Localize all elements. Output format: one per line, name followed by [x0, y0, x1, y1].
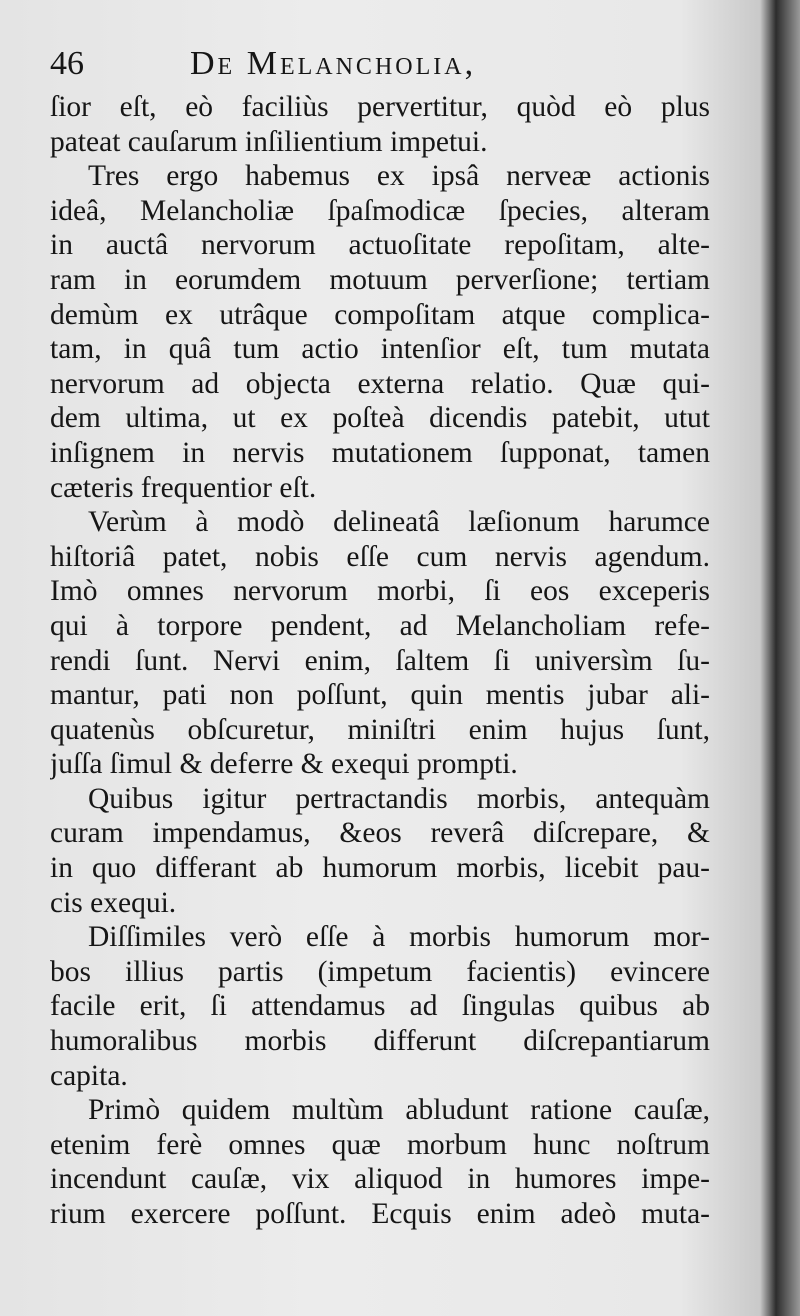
text-line: curam impendamus, &eos reverâ diſcrepare, &	[50, 817, 710, 850]
running-header	[50, 38, 710, 90]
text-line: juſſa ſimul & deferre & exequi prompti.	[50, 748, 518, 781]
text-line: in auctâ nervorum actuoſitate repoſitam, alte-	[50, 229, 710, 262]
text-line: cæteris frequentior eſt.	[50, 471, 317, 504]
text-line: mantur, pati non poſſunt, quin mentis jubar ali-	[50, 679, 710, 712]
text-line: tam, in quâ tum actio intenſior eſt, tum mutata	[50, 333, 710, 366]
text-line: in quo differant ab humorum morbis, licebit pau-	[50, 852, 710, 885]
text-line: dem ultima, ut ex poſteà dicendis patebit, utut	[50, 402, 710, 435]
text-line: Verùm à modò delineatâ læſionum harumce	[88, 506, 710, 539]
text-line: cis exequi.	[50, 886, 177, 919]
text-line: Quibus igitur pertractandis morbis, antequàm	[88, 782, 710, 815]
text-line: Primò quidem multùm abludunt ratione cauſæ,	[88, 1094, 710, 1127]
text-line: nervorum ad objecta externa relatio. Quæ qui-	[50, 367, 710, 400]
text-line: capita.	[50, 1059, 128, 1092]
text-line: pateat cauſarum inſilientium impetui.	[50, 125, 488, 158]
text-line: ſior eſt, eò faciliùs pervertitur, quòd eò plus	[50, 91, 710, 123]
running-title: De Melancholia,	[190, 45, 477, 82]
text-line: inſignem in nervis mutationem ſupponat, tamen	[50, 436, 710, 469]
text-line: quatenùs obſcuretur, miniſtri enim hujus ſunt,	[50, 713, 710, 746]
text-line: facile erit, ſi attendamus ad ſingulas quibus ab	[50, 990, 710, 1023]
text-line: rium exercere poſſunt. Ecquis enim adeò muta-	[50, 1198, 710, 1230]
page-content	[50, 38, 710, 1232]
text-line: ram in eorumdem motuum perverſione; tertiam	[50, 263, 710, 296]
text-line: demùm ex utrâque compoſitam atque complica-	[50, 298, 710, 331]
text-line: ideâ, Melancholiæ ſpaſmodicæ ſpecies, alteram	[50, 194, 710, 227]
text-line: bos illius partis (impetum facientis) evincere	[50, 955, 710, 988]
text-line: Diſſimiles verò eſſe à morbis humorum mor-	[88, 921, 710, 954]
text-line: etenim ferè omnes quæ morbum hunc noſtrum	[50, 1128, 710, 1161]
text-line: rendi ſunt. Nervi enim, ſaltem ſi universìm ſu-	[50, 644, 710, 677]
text-line: hiſtoriâ patet, nobis eſſe cum nervis agendum.	[50, 540, 710, 573]
text-line: incendunt cauſæ, vix aliquod in humores impe-	[50, 1163, 710, 1196]
page-number: 46	[50, 45, 84, 82]
text-line: Tres ergo habemus ex ipsâ nerveæ actionis	[88, 160, 710, 193]
text-line: qui à torpore pendent, ad Melancholiam refe-	[50, 609, 710, 642]
body-text	[50, 90, 710, 1232]
text-line: humoralibus morbis differunt diſcrepantiarum	[50, 1025, 710, 1058]
text-line: Imò omnes nervorum morbi, ſi eos exceperis	[50, 575, 710, 608]
